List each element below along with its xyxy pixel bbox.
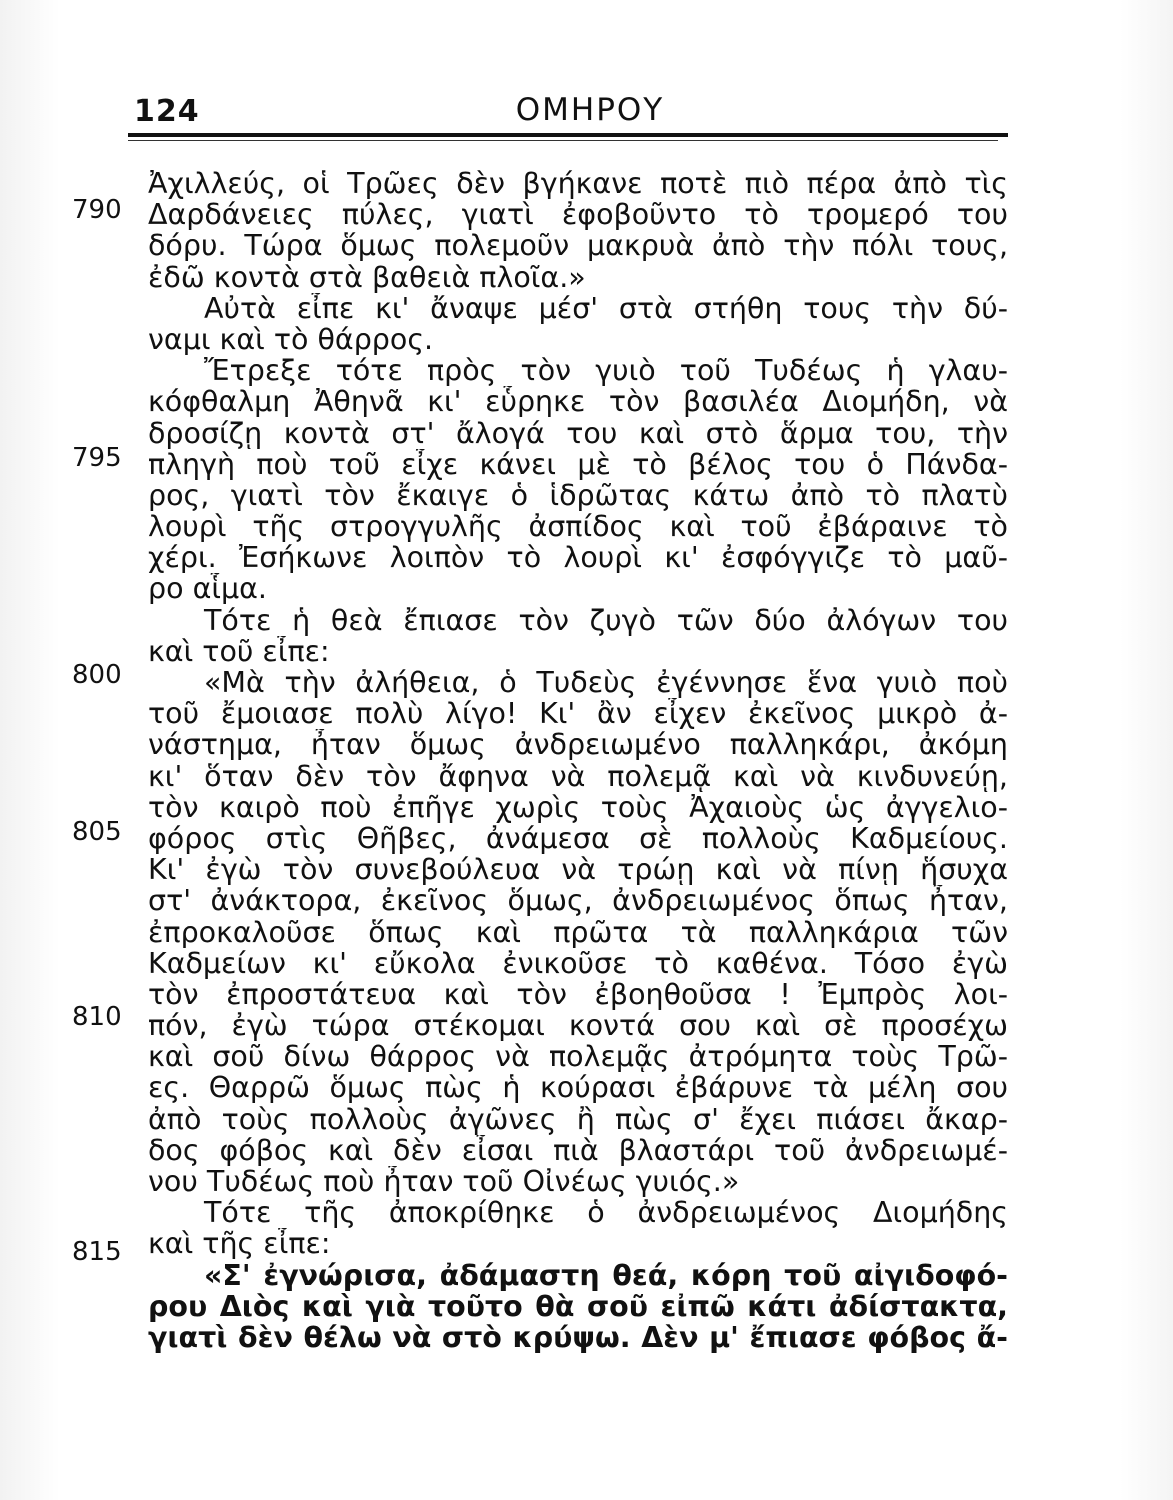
text-line: καὶ τοῦ εἶπε: (148, 635, 330, 667)
line-number: 815 (72, 1237, 122, 1267)
text-line: καὶ τῆς εἶπε: (148, 1228, 331, 1260)
text-line: ναμι καὶ τὸ θάρρος. (148, 323, 434, 356)
text-line: φόρος στὶς Θῆβες, ἀνάμεσα σὲ πολλοὺς Καδμείους. (148, 822, 1008, 855)
text-line: ρου Διὸς καὶ γιὰ τοῦτο θὰ σοῦ εἰπῶ κάτι ἀδίστακτα, (148, 1290, 1008, 1322)
text-line: Τότε ἡ θεὰ ἔπιασε τὸν ζυγὸ τῶν δύο ἀλόγων του (204, 604, 1008, 636)
text-line: ρο αἷμα. (148, 573, 267, 605)
text-line: Ἔτρεξε τότε πρὸς τὸν γυιὸ τοῦ Τυδέως ἡ γλαυ- (204, 355, 1008, 387)
text-line: νάστημα, ἦταν ὅμως ἀνδρειωμένο παλληκάρι, ἀκόμη (148, 729, 1008, 761)
text-line: χέρι. Ἐσήκωνε λοιπὸν τὸ λουρὶ κι' ἐσφόγγιζε τὸ μαῦ- (148, 542, 1008, 574)
line-number: 790 (72, 195, 122, 225)
text-line: Τότε τῆς ἀποκρίθηκε ὁ ἀνδρειωμένος Διομήδης (204, 1197, 1008, 1229)
text-line: ἀπὸ τοὺς πολλοὺς ἀγῶνες ἢ πὼς σ' ἔχει πιάσει ἄκαρ- (148, 1103, 1008, 1135)
text-line: κι' ὅταν δὲν τὸν ἄφηνα νὰ πολεμᾷ καὶ νὰ κινδυνεύῃ, (148, 760, 1008, 792)
text-line: ες. Θαρρῶ ὅμως πὼς ἡ κούρασι ἐβάρυνε τὰ μέλη σου (148, 1072, 1008, 1104)
line-number: 810 (72, 1002, 122, 1032)
text-line: δόρυ. Τώρα ὅμως πολεμοῦν μακρυὰ ἀπὸ τὴν πόλι τους, (148, 230, 1008, 262)
line-number: 795 (72, 443, 122, 473)
text-line: «Μὰ τὴν ἀλήθεια, ὁ Τυδεὺς ἐγέννησε ἕνα γυιὸ ποὺ (204, 667, 1008, 699)
text-line: Καδμείων κι' εὔκολα ἐνικοῦσε τὸ καθένα. Τόσο ἐγὼ (148, 947, 1008, 979)
text-line: Ἀχιλλεύς, οἱ Τρῶες δὲν βγήκανε ποτὲ πιὸ πέρα ἀπὸ τὶς (148, 168, 1008, 200)
line-number: 800 (72, 660, 122, 690)
text-line: καὶ σοῦ δίνω θάρρος νὰ πολεμᾷς ἀτρόμητα τοὺς Τρῶ- (148, 1041, 1008, 1073)
header-rule (128, 133, 1008, 137)
text-line: τὸν καιρὸ ποὺ ἐπῆγε χωρὶς τοὺς Ἀχαιοὺς ὡς ἀγγελιο- (148, 791, 1008, 823)
running-title: ΟΜΗΡΟΥ (515, 92, 665, 128)
line-number: 805 (72, 817, 122, 847)
text-line: δος φόβος καὶ δὲν εἶσαι πιὰ βλαστάρι τοῦ ἀνδρειωμέ- (148, 1134, 1008, 1166)
line-number-margin (72, 0, 142, 1500)
text-line: Αὐτὰ εἶπε κι' ἄναψε μέσ' στὰ στήθη τους τὴν δύ- (204, 292, 1008, 324)
text-line: στ' ἀνάκτορα, ἐκεῖνος ὅμως, ἀνδρειωμένος ὅπως ἦταν, (148, 885, 1008, 917)
text-line: κόφθαλμη Ἀθηνᾶ κι' εὗρηκε τὸν βασιλέα Διομήδη, νὰ (148, 386, 1008, 418)
text-line: ρος, γιατὶ τὸν ἔκαιγε ὁ ἱδρῶτας κάτω ἀπὸ τὸ πλατὺ (148, 479, 1008, 512)
text-line: λουρὶ τῆς στρογγυλῆς ἀσπίδος καὶ τοῦ ἐβάραινε τὸ (148, 511, 1008, 543)
page-number: 124 (134, 94, 200, 129)
text-line: πόν, ἐγὼ τώρα στέκομαι κοντά σου καὶ σὲ προσέχω (148, 1010, 1008, 1042)
text-line: τοῦ ἔμοιασε πολὺ λίγο! Κι' ἂν εἶχεν ἐκεῖνος μικρὸ ἀ- (148, 698, 1008, 730)
text-line: νου Τυδέως ποὺ ἦταν τοῦ Οἰνέως γυιός.» (148, 1166, 740, 1198)
text-line: «Σ' ἐγνώρισα, ἀδάμαστη θεά, κόρη τοῦ αἰγιδοφό- (204, 1259, 1008, 1291)
text-line: τὸν ἐπροστάτευα καὶ τὸν ἐβοηθοῦσα ! Ἐμπρὸς λοι- (148, 978, 1008, 1011)
page-header (130, 92, 1010, 132)
text-line: πληγὴ ποὺ τοῦ εἶχε κάνει μὲ τὸ βέλος του ὁ Πάνδα- (148, 448, 1008, 480)
text-line: ἐδῶ κοντὰ στὰ βαθειὰ πλοῖα.» (148, 261, 586, 293)
text-line: Κι' ἐγὼ τὸν συνεβούλευα νὰ τρώῃ καὶ νὰ πίνῃ ἥσυχα (148, 854, 1008, 886)
text-line: Δαρδάνειες πύλες, γιατὶ ἐφοβοῦντο τὸ τρομερό του (148, 199, 1008, 231)
header-rule-thin (128, 140, 998, 141)
text-line: ἐπροκαλοῦσε ὅπως καὶ πρῶτα τὰ παλληκάρια τῶν (148, 916, 1008, 948)
text-line: γιατὶ δὲν θέλω νὰ στὸ κρύψω. Δὲν μ' ἔπιασε φόβος ἄ- (148, 1321, 1008, 1354)
body-text (148, 168, 1008, 1353)
text-line: δροσίζῃ κοντὰ στ' ἄλογά του καὶ στὸ ἅρμα του, τὴν (148, 417, 1008, 449)
